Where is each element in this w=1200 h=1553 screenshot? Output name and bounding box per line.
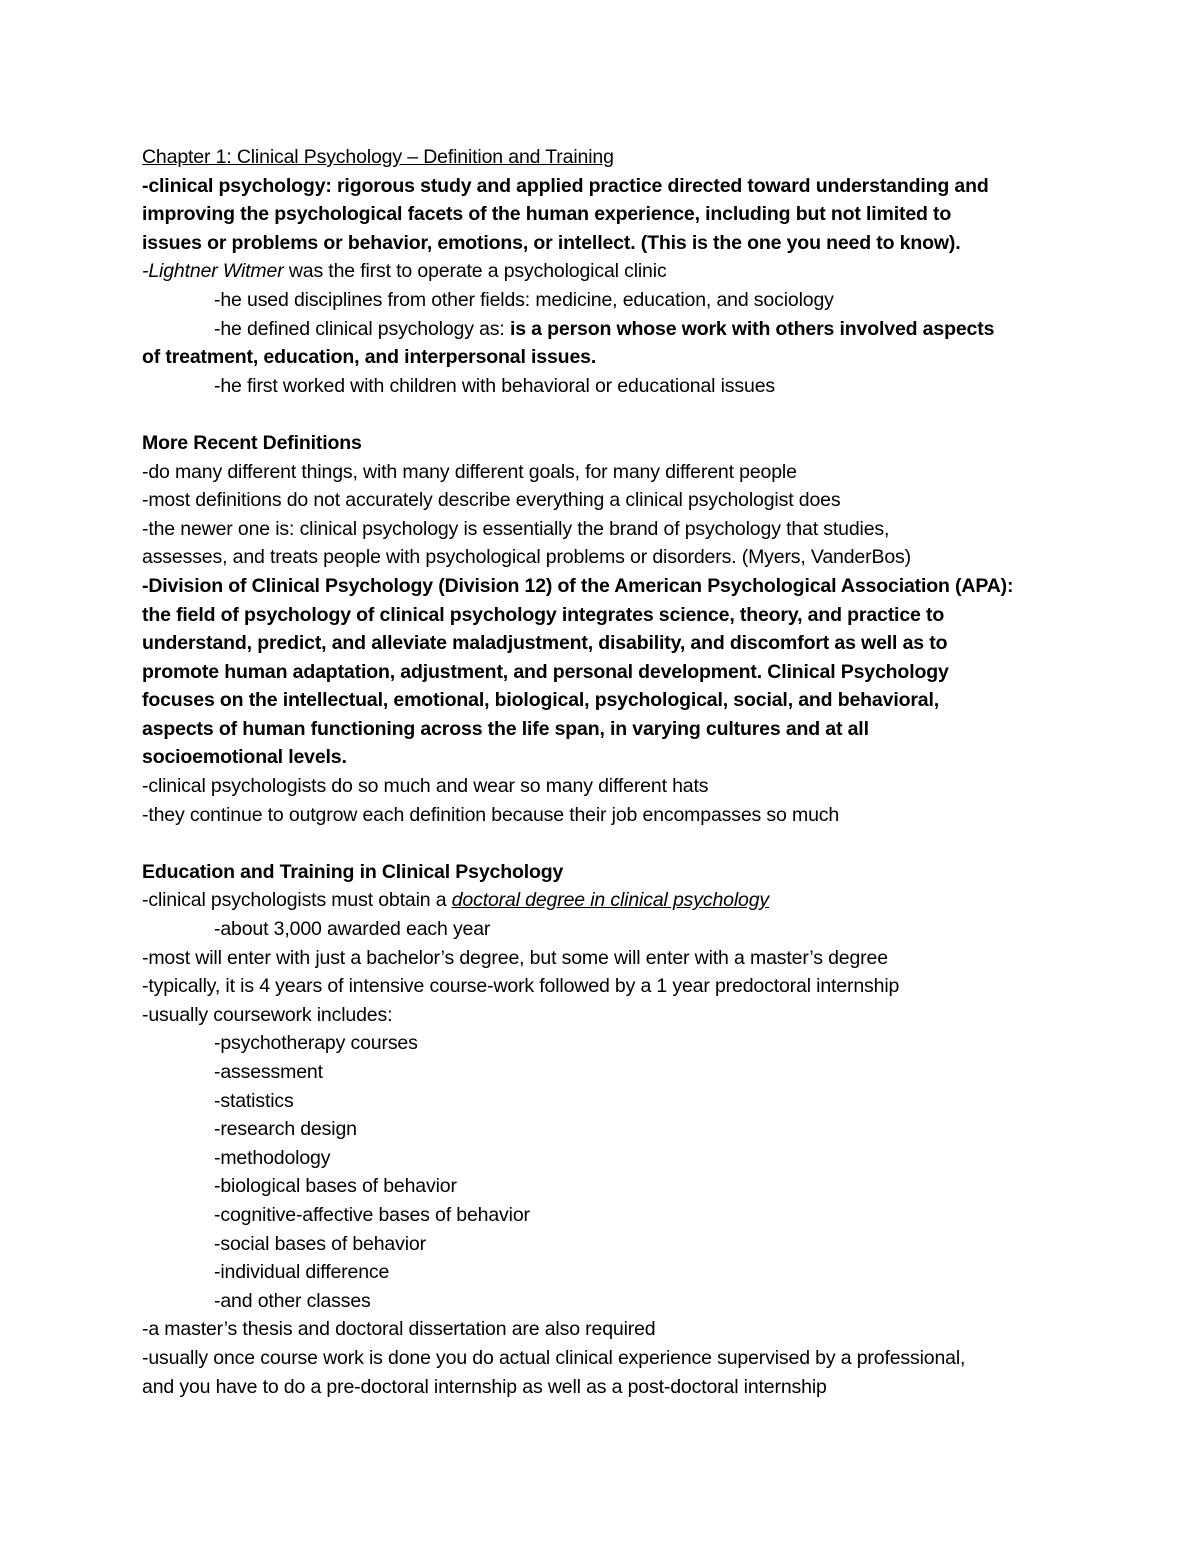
apa-definition-line: promote human adaptation, adjustment, and personal development. Clinical Psychology bbox=[142, 660, 949, 683]
definition-line: issues or problems or behavior, emotions, or intellect. (This is the one you need to know). bbox=[142, 231, 961, 254]
degree-subpoint: -about 3,000 awarded each year bbox=[214, 918, 491, 941]
witmer-definition-continued: of treatment, education, and interpersonal issues. bbox=[142, 346, 597, 369]
apa-definition-line: -Division of Clinical Psychology (Division 12) of the American Psychological Association (APA): bbox=[142, 574, 1014, 597]
chapter-heading: Chapter 1: Clinical Psychology – Definition and Training bbox=[142, 146, 614, 168]
body-line: -clinical psychologists do so much and wear so many different hats bbox=[142, 775, 709, 798]
apa-definition-line: understand, predict, and alleviate maladjustment, disability, and discomfort as well as to bbox=[142, 632, 948, 655]
witmer-subpoint bbox=[142, 315, 1102, 344]
body-line: -usually coursework includes: bbox=[142, 1003, 393, 1026]
course-item: -biological bases of behavior bbox=[214, 1175, 457, 1198]
body-line: -usually once course work is done you do actual clinical experience supervised by a professional, bbox=[142, 1346, 966, 1369]
course-item: -and other classes bbox=[214, 1289, 371, 1312]
spacer bbox=[142, 400, 1102, 429]
body-line: -they continue to outgrow each definition because their job encompasses so much bbox=[142, 803, 840, 826]
apa-definition-line: focuses on the intellectual, emotional, biological, psychological, social, and behavioral, bbox=[142, 689, 940, 712]
witmer-text: was the first to operate a psychological clinic bbox=[283, 260, 667, 283]
section-heading: More Recent Definitions bbox=[142, 431, 362, 454]
apa-definition-line: the field of psychology of clinical psychology integrates science, theory, and practice to bbox=[142, 603, 945, 626]
witmer-line bbox=[142, 257, 1102, 286]
course-item: -cognitive-affective bases of behavior bbox=[214, 1203, 530, 1226]
witmer-subpoint-text: -he defined clinical psychology as: bbox=[214, 317, 510, 340]
degree-line bbox=[142, 886, 1102, 915]
body-line: -most definitions do not accurately describe everything a clinical psychologist does bbox=[142, 489, 841, 512]
apa-definition-line: aspects of human functioning across the life span, in varying cultures and at all bbox=[142, 717, 869, 740]
body-line: -most will enter with just a bachelor’s degree, but some will enter with a master’s degree bbox=[142, 946, 888, 969]
body-line: assesses, and treats people with psychological problems or disorders. (Myers, VanderBos) bbox=[142, 546, 911, 569]
course-item: -assessment bbox=[214, 1061, 323, 1083]
witmer-subpoint: -he used disciplines from other fields: medicine, education, and sociology bbox=[214, 288, 834, 311]
section-heading: Education and Training in Clinical Psychology bbox=[142, 860, 564, 883]
body-line: -typically, it is 4 years of intensive course-work followed by a 1 year predoctoral internship bbox=[142, 975, 900, 998]
body-line: -the newer one is: clinical psychology is essentially the brand of psychology that studies, bbox=[142, 517, 890, 540]
degree-emphasis: doctoral degree in clinical psychology bbox=[451, 889, 770, 912]
course-item: -research design bbox=[214, 1118, 357, 1141]
definition-line: improving the psychological facets of the human experience, including but not limited to bbox=[142, 203, 952, 226]
witmer-name: -Lightner Witmer bbox=[142, 260, 284, 283]
definition-line: -clinical psychology: rigorous study and applied practice directed toward understanding and bbox=[142, 174, 989, 197]
witmer-definition: is a person whose work with others involved aspects bbox=[509, 317, 995, 340]
body-line: and you have to do a pre-doctoral internship as well as a post-doctoral internship bbox=[142, 1375, 827, 1398]
course-item: -psychotherapy courses bbox=[214, 1032, 418, 1055]
apa-definition-line: socioemotional levels. bbox=[142, 746, 347, 769]
spacer bbox=[142, 829, 1102, 858]
body-line: -do many different things, with many different goals, for many different people bbox=[142, 460, 797, 483]
witmer-subpoint: -he first worked with children with behavioral or educational issues bbox=[214, 374, 775, 397]
course-item: -statistics bbox=[214, 1089, 294, 1112]
document-body bbox=[142, 143, 1102, 1401]
course-item: -social bases of behavior bbox=[214, 1232, 426, 1255]
course-item: -individual difference bbox=[214, 1261, 390, 1284]
course-item: -methodology bbox=[214, 1146, 331, 1169]
degree-text: -clinical psychologists must obtain a bbox=[142, 889, 452, 912]
body-line: -a master’s thesis and doctoral dissertation are also required bbox=[142, 1318, 656, 1341]
